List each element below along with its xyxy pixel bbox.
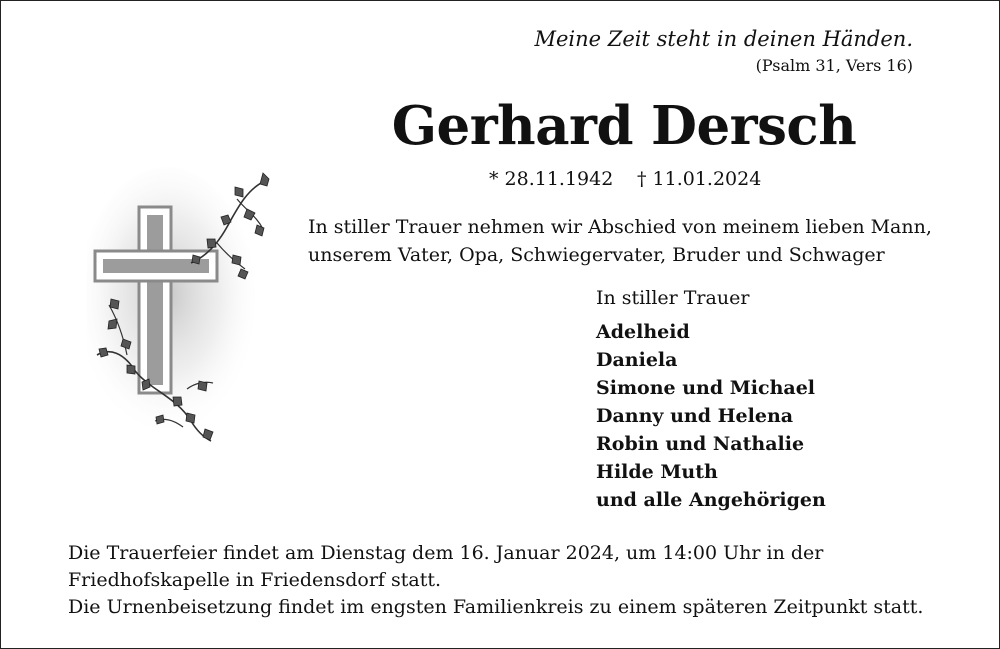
mourner-name: Daniela [596, 349, 678, 371]
mourner-name: und alle Angehörigen [596, 489, 826, 511]
mourner-name: Danny und Helena [596, 405, 794, 427]
motto-quote: Meine Zeit steht in deinen Händen. [534, 27, 913, 51]
mourner-name: Hilde Muth [596, 461, 718, 483]
cross-illustration [87, 159, 277, 449]
ceremony-line: Die Trauerfeier findet am Dienstag dem 16. Januar 2024, um 14:00 Uhr in der [68, 542, 824, 564]
ceremony-info [68, 540, 923, 621]
mourner-name: Robin und Nathalie [596, 433, 805, 455]
name-block [301, 95, 947, 157]
death-date: † 11.01.2024 [637, 168, 762, 190]
ceremony-line: Die Urnenbeisetzung findet im engsten Familienkreis zu einem späteren Zeitpunkt statt. [68, 596, 924, 618]
mourning-heading: In stiller Trauer [596, 287, 750, 309]
mourner-name: Simone und Michael [596, 377, 816, 399]
intro-text [308, 213, 932, 269]
ceremony-line: Friedhofskapelle in Friedensdorf statt. [68, 569, 442, 591]
mourner-name: Adelheid [596, 321, 690, 343]
intro-line: unserem Vater, Opa, Schwiegervater, Bruder und Schwager [308, 244, 885, 266]
mourners-list [596, 318, 826, 514]
cross-with-ivy-icon [87, 159, 277, 449]
deceased-name: Gerhard Dersch [391, 95, 857, 157]
intro-line: In stiller Trauer nehmen wir Abschied von meinem lieben Mann, [308, 216, 932, 238]
birth-date: * 28.11.1942 [489, 168, 614, 190]
psalm-reference: (Psalm 31, Vers 16) [755, 56, 913, 75]
